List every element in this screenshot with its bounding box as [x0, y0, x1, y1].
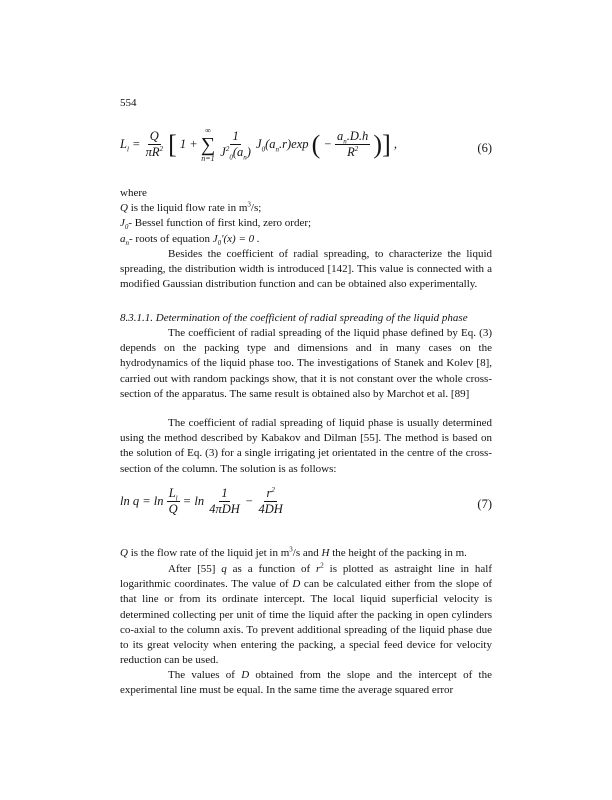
eq6-one-plus: 1 + — [179, 136, 198, 151]
section-heading: 8.3.1.1. Determination of the coefficient of radial spreading of the liquid phase — [120, 312, 468, 324]
equation-6: $L_l$ = $\frac{Q}{\pi R^2}$ [ 1 + ∞ ∑ n=1 $\frac{1}{J^2_0(a_n)}$ $J_0(a_n.r)\exp$ ( − $\frac{a_n.D.h}{R^2}$ )] , (6) — [120, 126, 492, 163]
paragraph-method: The coefficient of radial spreading of liquid phase is usually determined using the method described by Kabakov and Dilman [55]. The method is based on the solution of Eq. (3) for a single irrigating jet orientated in the centre of the cross-section of the column. The solution is as follows: — [120, 417, 492, 475]
eq7-fraction-3: $\frac{r^2}{4DH}$ — [258, 485, 283, 516]
page-number: 554 — [120, 97, 137, 109]
eq6-term-fraction: $\frac{1}{J^2_0(a_n)}$ — [220, 129, 251, 162]
paragraph-values-d: The values of D obtained from the slope and the intercept of the experimental line must be equal. In the same time the average squared error — [120, 669, 492, 697]
where-label: where — [120, 187, 147, 199]
equation-7-number: (7) — [477, 497, 492, 511]
eq6-bessel-term: $J_0(a_n.r)\exp$ — [256, 136, 309, 154]
equation-6-number: (6) — [477, 141, 492, 155]
paragraph-flow-rate: Q is the flow rate of the liquid jet in $m^3/s$ and H the height of the packing in m. — [120, 545, 467, 559]
definition-an: $a_n-$ roots of equation $J_0'(x) = 0$ . — [120, 232, 260, 247]
paragraph-plot: After [55] q as a function of $r^2$ is plotted as astraight line in half logarithmic coordinates. The value of D can be calculated either from the slope of that line or from its ordinate intercept. The local liquid superficial velocity is determined collecting per unit of time the liquid after the packing in open cylinders co-axial to the column axis. To prevent additional spreading of the liquid phase due to its great velocity when entering the packing, a special feed device for velocity reduction can be used. — [120, 561, 492, 667]
eq6-sum: ∞ ∑ n=1 — [200, 126, 216, 163]
definitions-block — [120, 186, 492, 247]
eq6-coefficient: $\frac{Q}{\pi R^2}$ — [145, 129, 163, 159]
equation-7: ln q = ln $\frac{L_l}{Q}$ = ln $\frac{1}{\text{4πDH}}$ − $\frac{r^2}{4DH}$ (7) — [120, 485, 492, 516]
definition-q: Q is the liquid flow rate in $m^3/s$; — [120, 200, 262, 215]
eq7-fraction-1: $\frac{L_l}{Q}$ — [168, 486, 178, 516]
eq7-fraction-2: $\frac{1}{\text{4πDH}}$ — [209, 486, 240, 516]
eq6-equals: = — [132, 136, 141, 151]
eq6-lhs: $L_l$ — [120, 136, 129, 154]
definition-j0: $J_0-$ Bessel function of first kind, zero order; — [120, 217, 312, 232]
paragraph-coefficient: The coefficient of radial spreading of the liquid phase defined by Eq. (3) depends on the packing type and dimensions and in many cases on the hydrodynamics of the liquid phase too. The investigations of Stanek and Kolev [8], carried out with random packings show, that it is not constant over the whole cross-section of the apparatus. The same result is obtained also by Marchot et al. [89] — [120, 327, 492, 400]
eq6-exponent-fraction: $\frac{a_n.D.h}{R^2}$ — [337, 129, 369, 159]
paragraph-distribution-width: Besides the coefficient of radial spreading, to characterize the liquid spreading, the distribution width is introduced [142]. This value is connected with a modified Gaussian distribution function and can be obtained also experimentally. — [120, 248, 492, 291]
